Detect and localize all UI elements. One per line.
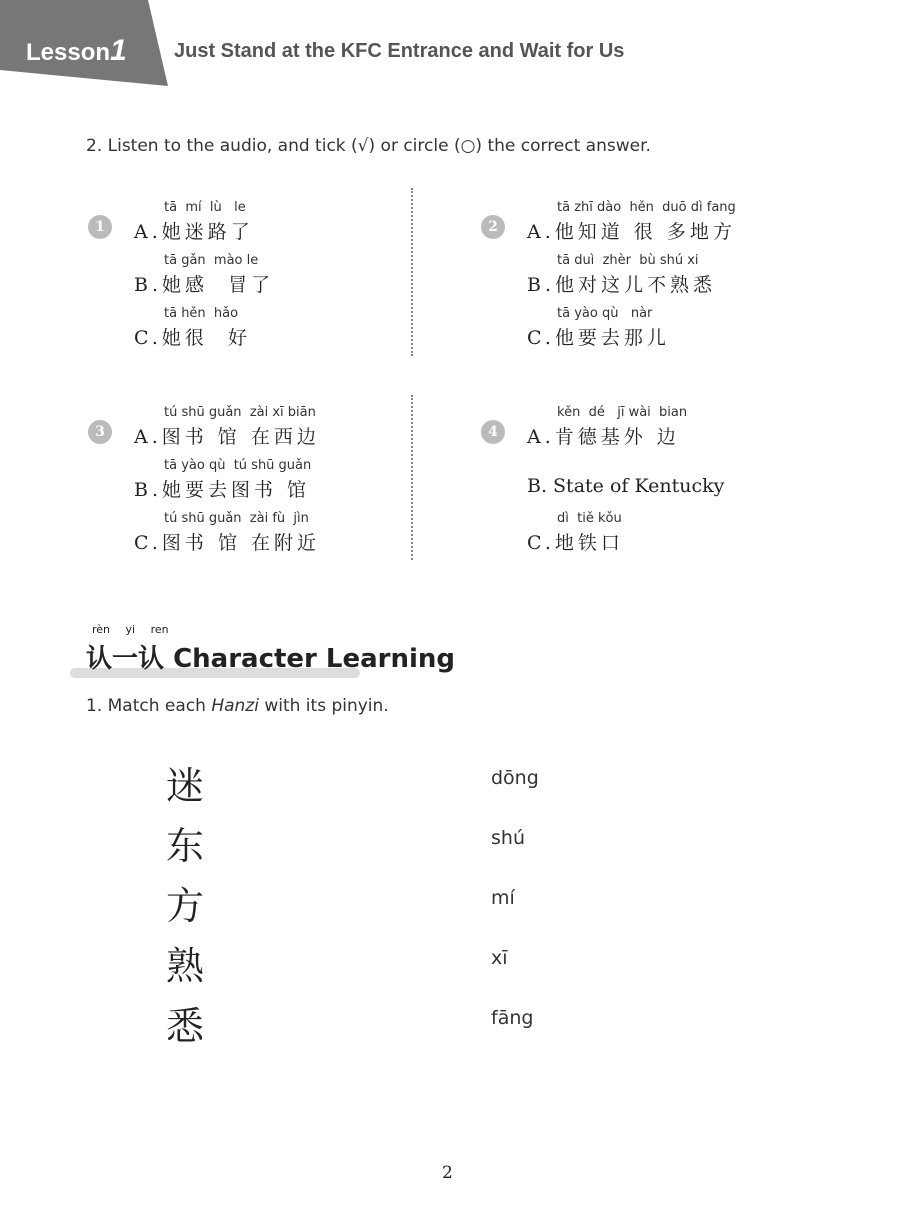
question-number: 2 bbox=[481, 215, 505, 239]
option-pinyin: tā duì zhèr bù shú xi bbox=[557, 253, 699, 268]
option-hanzi: A.肯德基外 边 bbox=[527, 426, 680, 448]
hanzi-item[interactable]: 方 bbox=[166, 884, 205, 928]
exercise-1-instruction bbox=[86, 696, 389, 716]
lesson-label bbox=[26, 34, 127, 68]
answer-option[interactable] bbox=[527, 405, 687, 449]
divider bbox=[411, 188, 413, 356]
option-pinyin: kěn dé jī wài bian bbox=[557, 405, 688, 420]
hanzi-item[interactable]: 悉 bbox=[166, 1004, 205, 1048]
instruction-emphasis: Hanzi bbox=[211, 696, 259, 716]
answer-option[interactable] bbox=[134, 200, 254, 244]
hanzi-item[interactable]: 东 bbox=[166, 824, 205, 868]
answer-option[interactable] bbox=[134, 458, 311, 502]
answer-option[interactable] bbox=[134, 405, 320, 449]
option-pinyin: tú shū guǎn zài fù jìn bbox=[164, 511, 309, 526]
lesson-text: Lesson bbox=[26, 39, 111, 66]
option-pinyin bbox=[527, 458, 724, 475]
option-hanzi: B.她感 冒了 bbox=[134, 274, 275, 296]
option-pinyin: tā gǎn mào le bbox=[164, 253, 259, 268]
option-hanzi: C.图书 馆 在附近 bbox=[134, 532, 320, 554]
option-hanzi: C.她很 好 bbox=[134, 327, 251, 349]
instruction-text: 1. Match each bbox=[86, 696, 212, 716]
section-title-text: Character Learning bbox=[173, 644, 456, 674]
answer-option[interactable] bbox=[134, 253, 274, 297]
lesson-title: Just Stand at the KFC Entrance and Wait for Us bbox=[174, 40, 625, 62]
question-number: 4 bbox=[481, 420, 505, 444]
option-hanzi: B. State of Kentucky bbox=[527, 475, 725, 497]
answer-option[interactable] bbox=[527, 306, 670, 350]
answer-option[interactable] bbox=[527, 253, 716, 297]
hanzi-item[interactable]: 熟 bbox=[166, 944, 205, 988]
option-pinyin: tā yào qù nàr bbox=[557, 306, 653, 321]
question-number: 1 bbox=[88, 215, 112, 239]
option-pinyin: tā zhī dào hěn duō dì fang bbox=[557, 200, 736, 215]
answer-option[interactable] bbox=[134, 306, 251, 350]
hanzi-item[interactable]: 迷 bbox=[166, 764, 205, 808]
answer-option[interactable] bbox=[527, 511, 624, 555]
option-pinyin: dì tiě kǒu bbox=[557, 511, 622, 526]
option-hanzi: C.他要去那儿 bbox=[527, 327, 670, 349]
answer-option[interactable] bbox=[527, 200, 736, 244]
option-pinyin: tú shū guǎn zài xī biān bbox=[164, 405, 316, 420]
answer-option[interactable] bbox=[527, 458, 724, 497]
exercise-2-instruction: 2. Listen to the audio, and tick (√) or circle (○) the correct answer. bbox=[86, 136, 651, 156]
page-number: 2 bbox=[442, 1163, 453, 1183]
pinyin-item[interactable]: xī bbox=[491, 947, 508, 969]
option-hanzi: A.她迷路了 bbox=[134, 221, 254, 243]
section-title bbox=[86, 638, 455, 675]
pinyin-item[interactable]: shú bbox=[491, 827, 525, 849]
option-pinyin: tā mí lù le bbox=[164, 200, 246, 215]
option-hanzi: B.她要去图书 馆 bbox=[134, 479, 311, 501]
answer-option[interactable] bbox=[134, 511, 320, 555]
instruction-text: with its pinyin. bbox=[258, 696, 389, 716]
divider bbox=[411, 395, 413, 560]
lesson-number: 1 bbox=[110, 34, 127, 67]
option-pinyin: tā yào qù tú shū guǎn bbox=[164, 458, 312, 473]
option-pinyin: tā hěn hǎo bbox=[164, 306, 239, 321]
option-hanzi: A.图书 馆 在西边 bbox=[134, 426, 320, 448]
section-pinyin: rèn yi ren bbox=[92, 623, 169, 636]
option-hanzi: C.地铁口 bbox=[527, 532, 624, 554]
question-number: 3 bbox=[88, 420, 112, 444]
option-hanzi: B.他对这儿不熟悉 bbox=[527, 274, 717, 296]
section-hanzi: 认一认 bbox=[86, 644, 165, 674]
pinyin-item[interactable]: mí bbox=[491, 887, 515, 909]
pinyin-item[interactable]: fāng bbox=[491, 1007, 534, 1029]
pinyin-item[interactable]: dōng bbox=[491, 767, 539, 789]
option-hanzi: A.他知道 很 多地方 bbox=[527, 221, 736, 243]
